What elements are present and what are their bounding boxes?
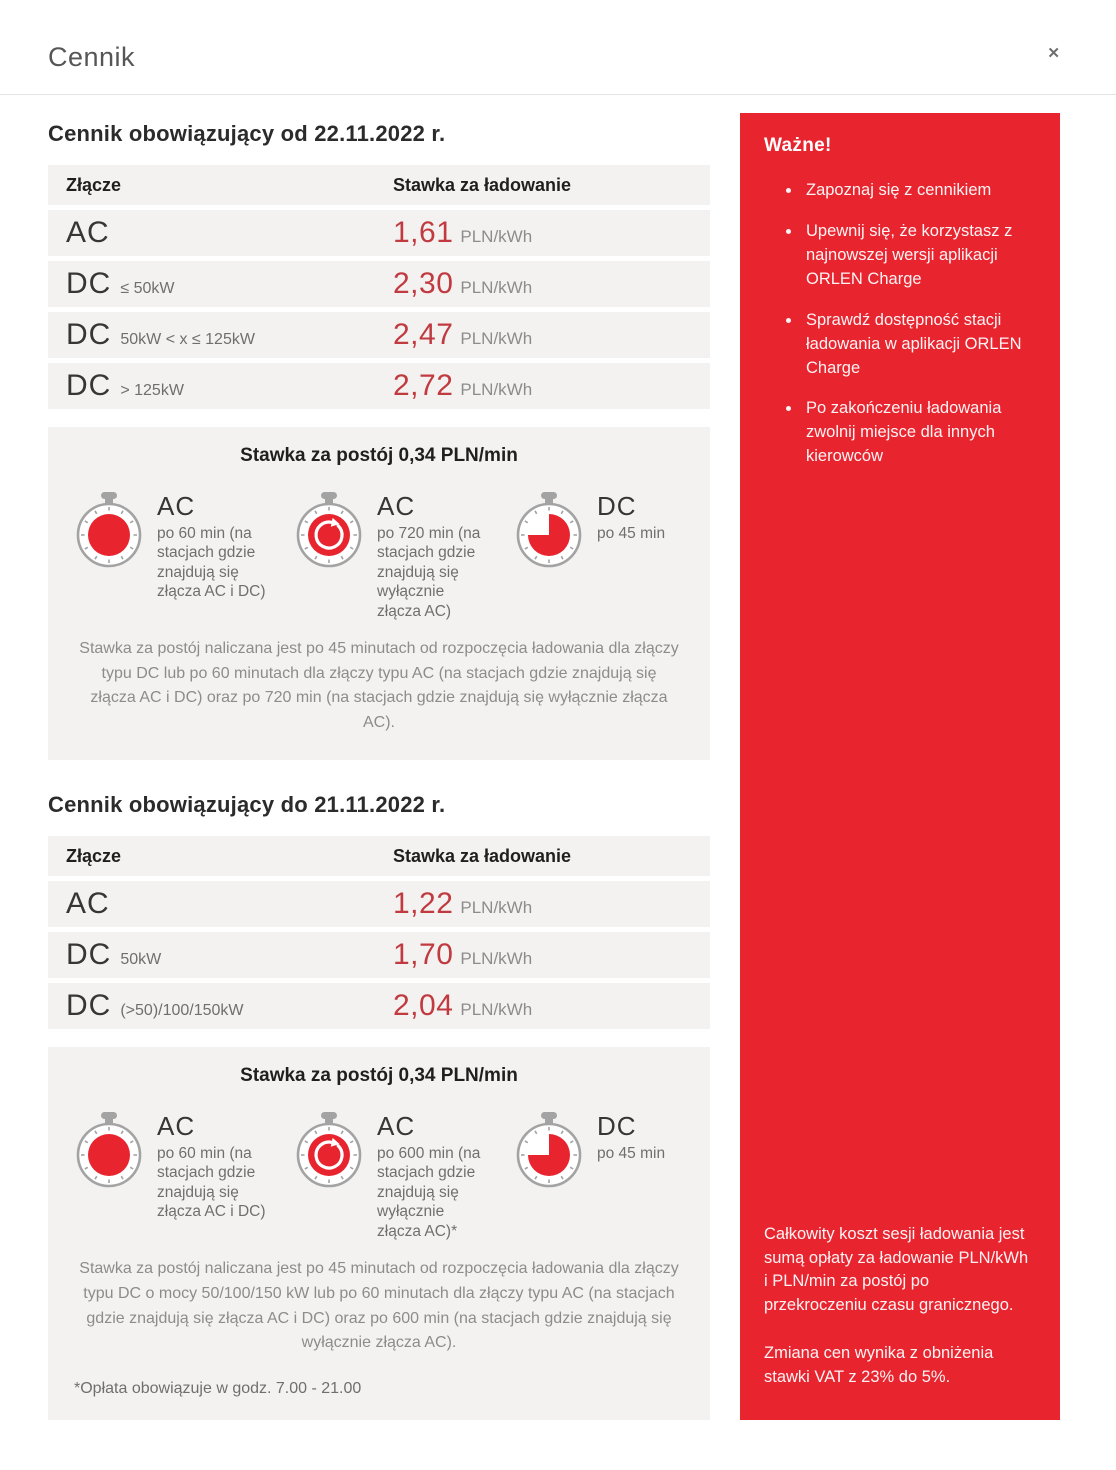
important-footer-text: Całkowity koszt sesji ładowania jest sumą opłaty za ładowanie PLN/kWh i PLN/min za postój po przekroczeniu czasu granicznego. <box>764 1224 1029 1315</box>
idle-threshold: po 60 min (na stacjach gdzie znajdują się złącza AC i DC) <box>157 1145 266 1221</box>
column-header-connector: Złącze <box>66 845 122 866</box>
price-value: 2,04 <box>393 989 454 1023</box>
price-row <box>48 261 710 307</box>
stopwatch-quarter-icon <box>514 1111 584 1241</box>
idle-item <box>294 1111 514 1241</box>
price-value: 1,22 <box>393 887 454 921</box>
idle-fee-note: Stawka za postój naliczana jest po 45 minutach od rozpoczęcia ładowania dla złączy typu DC o mocy 50/100/150 kW lub po 60 minutach dla złączy typu AC (na stacjach gdzie znajdują się złącza AC i DC) oraz po 600 min (na stacjach gdzie znajdują się wyłącznie złącza AC). <box>79 1259 679 1352</box>
idle-item <box>514 1111 709 1241</box>
connector-type: DC <box>597 491 637 521</box>
idle-threshold: po 600 min (na stacjach gdzie znajdują się wyłącznie złącza AC)* <box>377 1145 481 1240</box>
connector-spec: (>50)/100/150kW <box>120 1002 244 1020</box>
idle-fee-heading: Stawka za postój 0,34 PLN/min <box>240 445 518 466</box>
price-table <box>48 836 710 1029</box>
important-heading: Ważne! <box>764 135 832 156</box>
price-unit: PLN/kWh <box>460 949 533 969</box>
idle-threshold: po 45 min <box>597 525 666 542</box>
price-row <box>48 363 710 409</box>
price-unit: PLN/kWh <box>460 227 533 246</box>
price-row <box>48 312 710 358</box>
important-panel <box>740 113 1060 1420</box>
idle-items <box>74 491 684 621</box>
table-rows <box>48 210 710 409</box>
column-header-rate: Stawka za ładowanie <box>393 174 572 195</box>
connector-type: AC <box>157 491 196 521</box>
table-header <box>48 836 710 876</box>
price-unit: PLN/kWh <box>460 329 533 348</box>
idle-threshold: po 60 min (na stacjach gdzie znajdują się złącza AC i DC) <box>157 525 266 601</box>
important-bullet: • Sprawdź dostępność stacji ładowania w aplikacji ORLEN Charge <box>802 309 1036 381</box>
stopwatch-restart-icon <box>294 1111 364 1241</box>
main-content <box>48 113 710 1420</box>
column-header-rate: Stawka za ładowanie <box>393 845 572 866</box>
price-value: 1,70 <box>393 938 454 972</box>
price-row <box>48 881 710 927</box>
connector-type: DC <box>597 1111 637 1142</box>
price-value: 2,30 <box>393 267 454 300</box>
connector-type: DC <box>66 369 112 402</box>
connector-spec: 50kW <box>120 951 162 969</box>
stopwatch-filled-icon <box>74 491 144 621</box>
connector-spec: 50kW < x ≤ 125kW <box>120 331 255 348</box>
idle-item <box>514 491 709 621</box>
stopwatch-quarter-icon <box>514 491 584 621</box>
connector-type: AC <box>66 887 110 921</box>
price-unit: PLN/kWh <box>460 1000 533 1020</box>
pricing-section-previous <box>48 792 710 1420</box>
connector-type: DC <box>66 938 112 972</box>
important-footer-text: Zmiana cen wynika z obniżenia stawki VAT z 23% do 5%. <box>764 1344 994 1387</box>
important-bullet: • Zapoznaj się z cennikiem <box>802 179 1036 203</box>
connector-type: DC <box>66 267 112 300</box>
pricing-section-current <box>48 121 710 760</box>
price-unit: PLN/kWh <box>460 278 533 297</box>
price-row <box>48 983 710 1029</box>
connector-type: DC <box>66 318 112 351</box>
connector-type: AC <box>377 491 416 521</box>
connector-type: DC <box>66 989 112 1023</box>
idle-items <box>74 1111 684 1241</box>
idle-item <box>294 491 514 621</box>
stopwatch-filled-icon <box>74 1111 144 1241</box>
idle-fee-heading: Stawka za postój 0,34 PLN/min <box>240 1065 518 1087</box>
price-unit: PLN/kWh <box>460 898 533 918</box>
connector-type: AC <box>377 1111 416 1142</box>
connector-type: AC <box>157 1111 196 1142</box>
idle-threshold: po 720 min (na stacjach gdzie znajdują się wyłącznie złącza AC) <box>377 525 481 620</box>
table-rows <box>48 881 710 1029</box>
price-table <box>48 165 710 409</box>
idle-fee-box <box>48 427 710 760</box>
modal-body <box>0 95 1116 1470</box>
idle-fee-footnote: *Opłata obowiązuje w godz. 7.00 - 21.00 <box>74 1380 362 1398</box>
price-row <box>48 932 710 978</box>
idle-fee-box <box>48 1047 710 1420</box>
important-bullet: • Po zakończeniu ładowania zwolnij miejsce dla innych kierowców <box>802 397 1036 469</box>
price-value: 2,72 <box>393 369 454 402</box>
close-icon[interactable]: ✕ <box>1043 42 1064 65</box>
price-row <box>48 210 710 256</box>
page-title: Cennik <box>48 42 136 72</box>
stopwatch-restart-icon <box>294 491 364 621</box>
section-heading: Cennik obowiązujący do 21.11.2022 r. <box>48 792 446 818</box>
important-bullet: • Upewnij się, że korzystasz z najnowszej wersji aplikacji ORLEN Charge <box>802 220 1036 292</box>
modal-header <box>0 0 1116 72</box>
price-value: 2,47 <box>393 318 454 351</box>
connector-spec: > 125kW <box>120 382 184 399</box>
important-footer <box>764 1223 1036 1391</box>
price-unit: PLN/kWh <box>460 380 533 399</box>
column-header-connector: Złącze <box>66 174 122 195</box>
idle-threshold: po 45 min <box>597 1145 666 1163</box>
idle-item <box>74 1111 294 1241</box>
price-value: 1,61 <box>393 216 454 249</box>
table-header <box>48 165 710 205</box>
connector-type: AC <box>66 216 110 249</box>
connector-spec: ≤ 50kW <box>120 280 175 297</box>
section-heading: Cennik obowiązujący od 22.11.2022 r. <box>48 121 446 146</box>
idle-fee-note: Stawka za postój naliczana jest po 45 minutach od rozpoczęcia ładowania dla złączy typu DC lub po 60 minutach dla złączy typu AC (na stacjach gdzie znajdują się złącza AC i DC) oraz po 720 min (na stacjach gdzie znajdują się wyłącznie złącza AC). <box>79 639 679 732</box>
important-bullet-list <box>764 179 1036 486</box>
idle-item <box>74 491 294 621</box>
